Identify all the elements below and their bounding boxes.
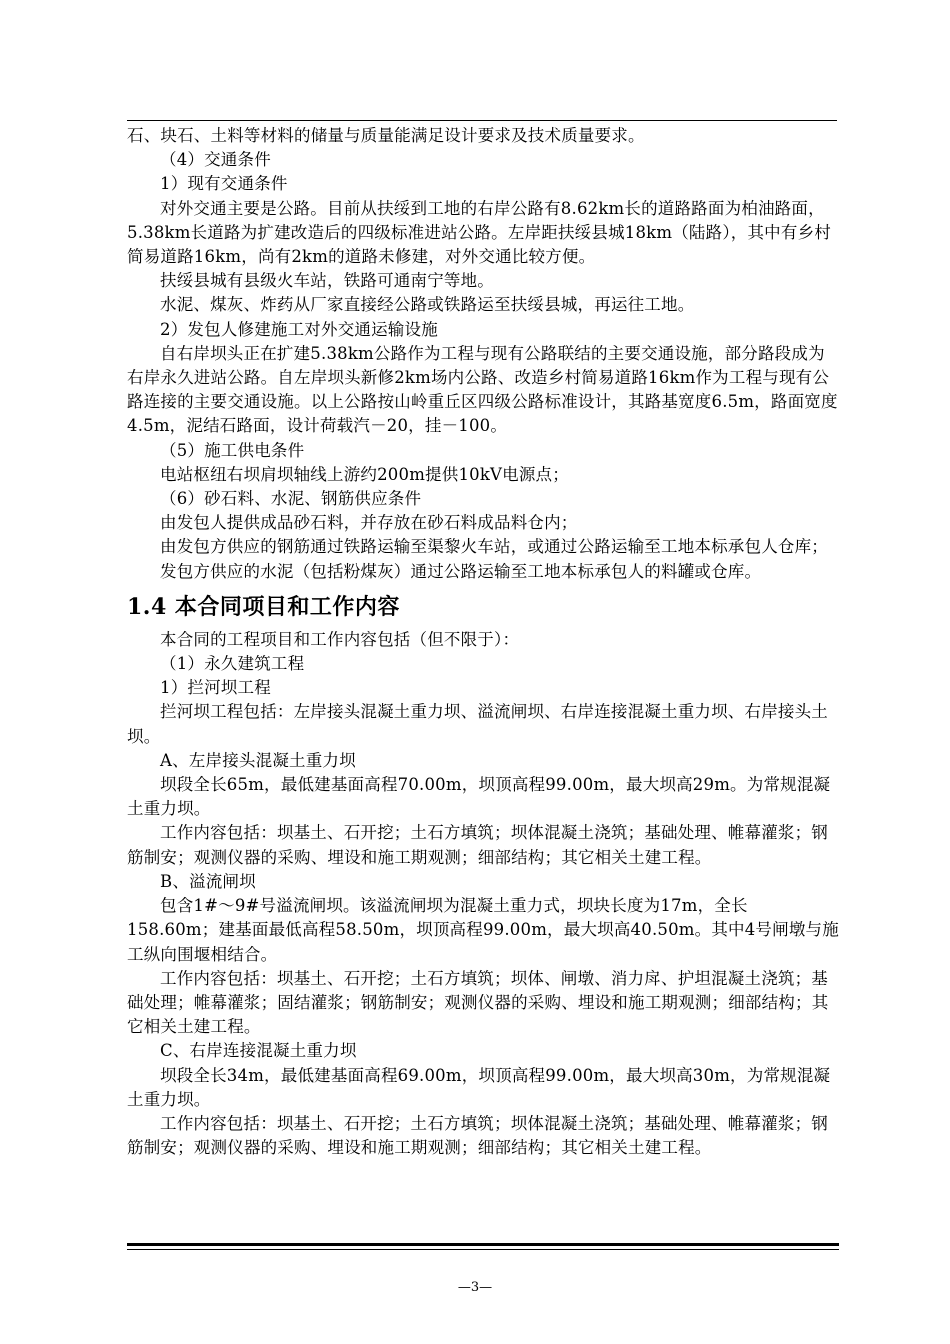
paragraph: 扶绥县城有县级火车站，铁路可通南宁等地。 bbox=[160, 271, 494, 291]
paragraph: 由发包人提供成品砂石料，并存放在砂石料成品料仓内； bbox=[160, 513, 578, 533]
paragraph: A、左岸接头混凝土重力坝 bbox=[160, 750, 356, 770]
paragraph: 2）发包人修建施工对外交通运输设施 bbox=[160, 319, 438, 339]
paragraph: 坝段全长34m，最低建基面高程69.00m，坝顶高程99.00m，最大坝高30m，为常规混凝土重力坝。 bbox=[127, 1065, 831, 1109]
section-1-4-body bbox=[127, 628, 839, 1160]
paragraph: 拦河坝工程包括：左岸接头混凝土重力坝、溢流闸坝、右岸连接混凝土重力坝、右岸接头土坝。 bbox=[127, 702, 828, 746]
paragraph: C、右岸连接混凝土重力坝 bbox=[160, 1041, 357, 1061]
paragraph: B、溢流闸坝 bbox=[160, 871, 256, 891]
footer-rule-thick bbox=[127, 1243, 839, 1246]
header-rule bbox=[127, 120, 837, 121]
paragraph: 1）拦河坝工程 bbox=[160, 678, 271, 698]
paragraph: （1）永久建筑工程 bbox=[160, 654, 305, 674]
paragraph: （5）施工供电条件 bbox=[160, 440, 305, 460]
paragraph: 1）现有交通条件 bbox=[160, 174, 288, 194]
paragraph: 工作内容包括：坝基土、石开挖；土石方填筑；坝体混凝土浇筑；基础处理、帷幕灌浆；钢筋制安；观测仪器的采购、埋设和施工期观测；细部结构；其它相关土建工程。 bbox=[127, 1113, 828, 1158]
paragraph: 工作内容包括：坝基土、石开挖；土石方填筑；坝体、闸墩、消力戽、护坦混凝土浇筑；基础处理；帷幕灌浆；固结灌浆；钢筋制安；观测仪器的采购、埋设和施工期观测；细部结构；其它相关土建工程。 bbox=[127, 968, 829, 1037]
section-heading: 1.4 本合同项目和工作内容 bbox=[127, 593, 400, 620]
paragraph: 石、块石、土料等材料的储量与质量能满足设计要求及技术质量要求。 bbox=[127, 126, 645, 145]
section-1-3-continued bbox=[127, 124, 839, 584]
paragraph: 对外交通主要是公路。目前从扶绥到工地的右岸公路有8.62km长的道路路面为柏油路面，5.38km长道路为扩建改造后的四级标准进站公路。左岸距扶绥县城18km（陆路），其中有乡村简易道路16km，尚有2km的道路未修建，对外交通比较方便。 bbox=[127, 198, 831, 267]
paragraph: （6）砂石料、水泥、钢筋供应条件 bbox=[160, 489, 422, 509]
paragraph: 自右岸坝头正在扩建5.38km公路作为工程与现有公路联结的主要交通设施，部分路段成为右岸永久进站公路。自左岸坝头新修2km场内公路、改造乡村简易道路16km作为工程与现有公路连接的主要交通设施。以上公路按山岭重丘区四级公路标准设计，其路基宽度6.5m，路面宽度4.5m，泥结石路面，设计荷载汽－20，挂－100。 bbox=[127, 343, 838, 436]
page-number: —3— bbox=[457, 1280, 493, 1295]
paragraph: 电站枢纽右坝肩坝轴线上游约200m提供10kV电源点； bbox=[160, 464, 569, 484]
paragraph: 工作内容包括：坝基土、石开挖；土石方填筑；坝体混凝土浇筑；基础处理、帷幕灌浆；钢筋制安；观测仪器的采购、埋设和施工期观测；细部结构；其它相关土建工程。 bbox=[127, 823, 828, 867]
paragraph: 发包方供应的水泥（包括粉煤灰）通过公路运输至工地本标承包人的料罐或仓库。 bbox=[160, 561, 762, 581]
paragraph: 包含1#～9#号溢流闸坝。该溢流闸坝为混凝土重力式，坝块长度为17m，全长158.60m；建基面最低高程58.50m，坝顶高程99.00m，最大坝高40.50m。其中4号闸墩与施工纵向围堰相结合。 bbox=[127, 896, 839, 964]
paragraph: 水泥、煤灰、炸药从厂家直接经公路或铁路运至扶绥县城，再运往工地。 bbox=[160, 295, 695, 315]
paragraph: （4）交通条件 bbox=[160, 150, 271, 170]
paragraph: 坝段全长65m，最低建基面高程70.00m，坝顶高程99.00m，最大坝高29m。为常规混凝土重力坝。 bbox=[127, 775, 831, 819]
page-body bbox=[127, 124, 839, 1160]
paragraph: 本合同的工程项目和工作内容包括（但不限于）： bbox=[160, 629, 520, 649]
paragraph: 由发包方供应的钢筋通过铁路运输至渠黎火车站，或通过公路运输至工地本标承包人仓库； bbox=[160, 537, 828, 557]
footer-rule-thin bbox=[127, 1249, 839, 1250]
